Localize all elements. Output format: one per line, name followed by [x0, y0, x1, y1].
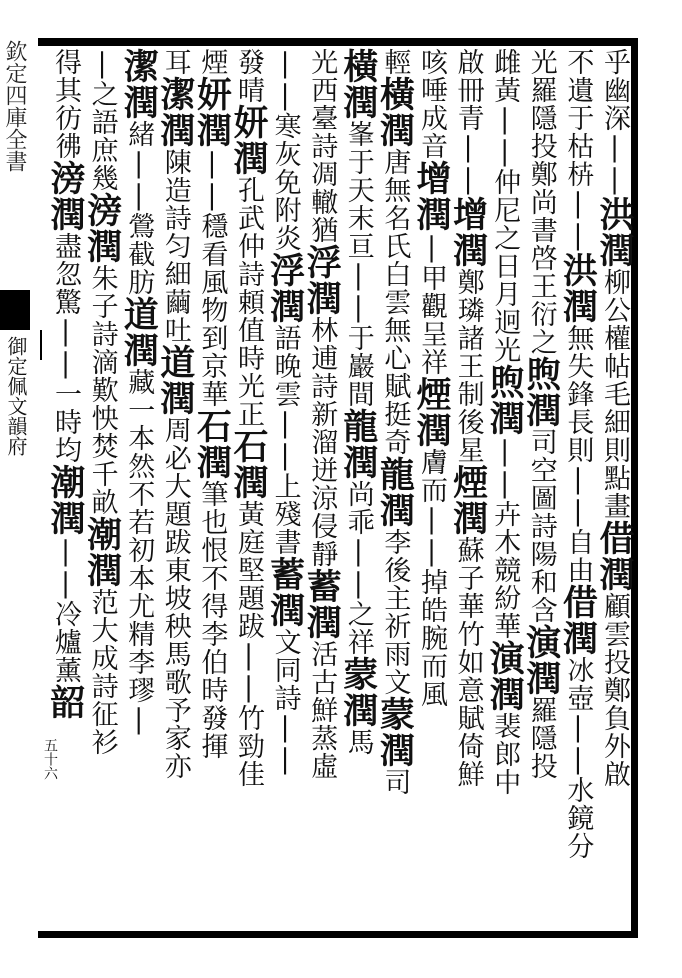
headword: 石潤	[191, 408, 233, 480]
entry-text: 膚而||掉皓腕而風	[416, 448, 447, 708]
headword: 妍潤	[191, 76, 233, 148]
entry-text: 柳公權帖毛細則點畫	[599, 268, 630, 520]
text-column	[520, 48, 562, 928]
entry-text: 語晚雲||上殘書	[269, 324, 301, 556]
entry-text: 得其彷彿	[50, 48, 81, 160]
entry-text: 活古鮮蒸虛	[306, 640, 338, 780]
margin-black-tab	[0, 290, 30, 330]
text-column	[447, 48, 489, 928]
entry-text: 耳	[159, 48, 191, 76]
text-column	[45, 48, 86, 928]
headword: 洪潤	[557, 252, 599, 324]
headword: 滂潤	[45, 160, 86, 232]
text-column	[154, 48, 196, 928]
entry-text: 馬	[342, 728, 374, 756]
headword: 龍潤	[374, 456, 416, 528]
entry-text: 緒||鶯截肪	[123, 120, 155, 296]
book-title: 御定佩文韻府	[4, 336, 28, 456]
headword: 蓄潤	[264, 556, 306, 628]
headword: 滂潤	[81, 192, 123, 264]
headword: 道潤	[118, 296, 160, 368]
headword: 潮潤	[45, 464, 86, 536]
entry-text: 周必大題跋東坡秧馬歌予家亦	[159, 416, 191, 780]
headword: 橫潤	[374, 76, 416, 148]
text-column	[374, 48, 416, 928]
headword: 道潤	[154, 344, 196, 416]
entry-text: 乎幽深||	[599, 48, 630, 196]
text-column	[264, 48, 306, 928]
entry-text: |之語庶幾	[86, 48, 118, 192]
headword: 蒙潤	[374, 696, 416, 768]
entry-text: 無失鋒長則||自由	[562, 324, 594, 584]
entry-text: 峯于天末亘||于巖間	[342, 120, 374, 408]
text-column	[594, 48, 635, 928]
headword: 韶	[45, 684, 86, 720]
entry-text: 發晴	[233, 48, 264, 104]
entry-text: 黃庭堅題跋||竹勁佳	[233, 500, 264, 788]
text-column	[557, 48, 599, 928]
headword: 煦潤	[520, 356, 562, 428]
headword: 石潤	[228, 428, 269, 500]
entry-text: ||冷爐薰	[50, 536, 81, 684]
headword: 蒙潤	[337, 656, 379, 728]
entry-text: 雌黃||仲尼之日月迥光	[489, 48, 521, 364]
entry-text: ||穩看風物到京華	[196, 148, 228, 408]
entry-text: 裴郎中	[489, 712, 521, 796]
entry-text: 筆也恨不得李伯時發揮	[196, 480, 228, 760]
headword: 煙潤	[411, 376, 452, 448]
entry-text: ||寒灰免附炎	[269, 48, 301, 252]
headword: 煦潤	[484, 364, 526, 436]
entry-text: 朱子詩滴歎怏焚千畝	[86, 264, 118, 516]
headword: 龍潤	[337, 408, 379, 480]
entry-text: 羅隱投	[525, 696, 557, 780]
text-column	[81, 48, 123, 928]
entry-text: 鄭璘諸王制後星	[452, 268, 484, 464]
headword: 蓄潤	[301, 568, 343, 640]
text-column	[118, 48, 160, 928]
text-column	[484, 48, 526, 928]
headword: 浮潤	[264, 252, 306, 324]
text-column	[301, 48, 343, 928]
headword: 潔潤	[118, 48, 160, 120]
entry-text: 咳唾成音	[416, 48, 447, 160]
entry-text: 顧雲投鄭負外啟	[599, 592, 630, 788]
entry-text: 唐無名氏白雲無心賦挺奇	[379, 148, 411, 456]
headword: 潔潤	[154, 76, 196, 148]
entry-text: 煙	[196, 48, 228, 76]
entry-text: 蘇子華竹如意賦倚鮮	[452, 536, 484, 788]
entry-text: 藏一本然不若初本尤精李璆|	[123, 368, 155, 736]
page-number: 五十六	[42, 738, 58, 780]
entry-text: 司	[379, 768, 411, 796]
text-column	[337, 48, 379, 928]
entry-text: 尚乖||之祥	[342, 480, 374, 656]
headword: 演潤	[484, 640, 526, 712]
text-column	[411, 48, 452, 928]
headword: 妍潤	[228, 104, 269, 176]
entry-text: |甲觀呈祥	[416, 232, 447, 376]
headword: 浮潤	[301, 244, 343, 316]
margin-edge-text: 欽定四庫全書	[2, 40, 27, 172]
headword: 增潤	[447, 196, 489, 268]
headword: 演潤	[520, 624, 562, 696]
entry-text: 文同詩||	[269, 628, 301, 776]
headword: 潮潤	[81, 516, 123, 588]
headword: 增潤	[411, 160, 452, 232]
headword: 橫潤	[337, 48, 379, 120]
headword: 借潤	[594, 520, 635, 592]
entry-text: 林逋詩新溜迸涼侵靜	[306, 316, 338, 568]
text-column	[228, 48, 269, 928]
text-column	[191, 48, 233, 928]
headword: 煙潤	[447, 464, 489, 536]
entry-text: 陳造詩匀細繭吐	[159, 148, 191, 344]
entry-text: 孔武仲詩頼值時光正	[233, 176, 264, 428]
headword: 借潤	[557, 584, 599, 656]
entry-text: 范大成詩征衫	[86, 588, 118, 756]
entry-text: 輕	[379, 48, 411, 76]
entry-text: 不遺于枯枿||	[562, 48, 594, 252]
entry-text: ||卉木競紛華	[489, 436, 521, 640]
entry-text: 光羅隱投鄭尚書啓王衍之	[525, 48, 557, 356]
headword: 洪潤	[594, 196, 635, 268]
entry-text: 李後主祈雨文	[379, 528, 411, 696]
entry-text: 盡忽驚||一時均	[50, 232, 81, 464]
entry-text: 冰壺||水鏡分	[562, 656, 594, 860]
entry-text: 司空圖詩陽和含	[525, 428, 557, 624]
entry-text: 光西臺詩凋轍猶	[306, 48, 338, 244]
entry-text: 啟冊青||	[452, 48, 484, 196]
